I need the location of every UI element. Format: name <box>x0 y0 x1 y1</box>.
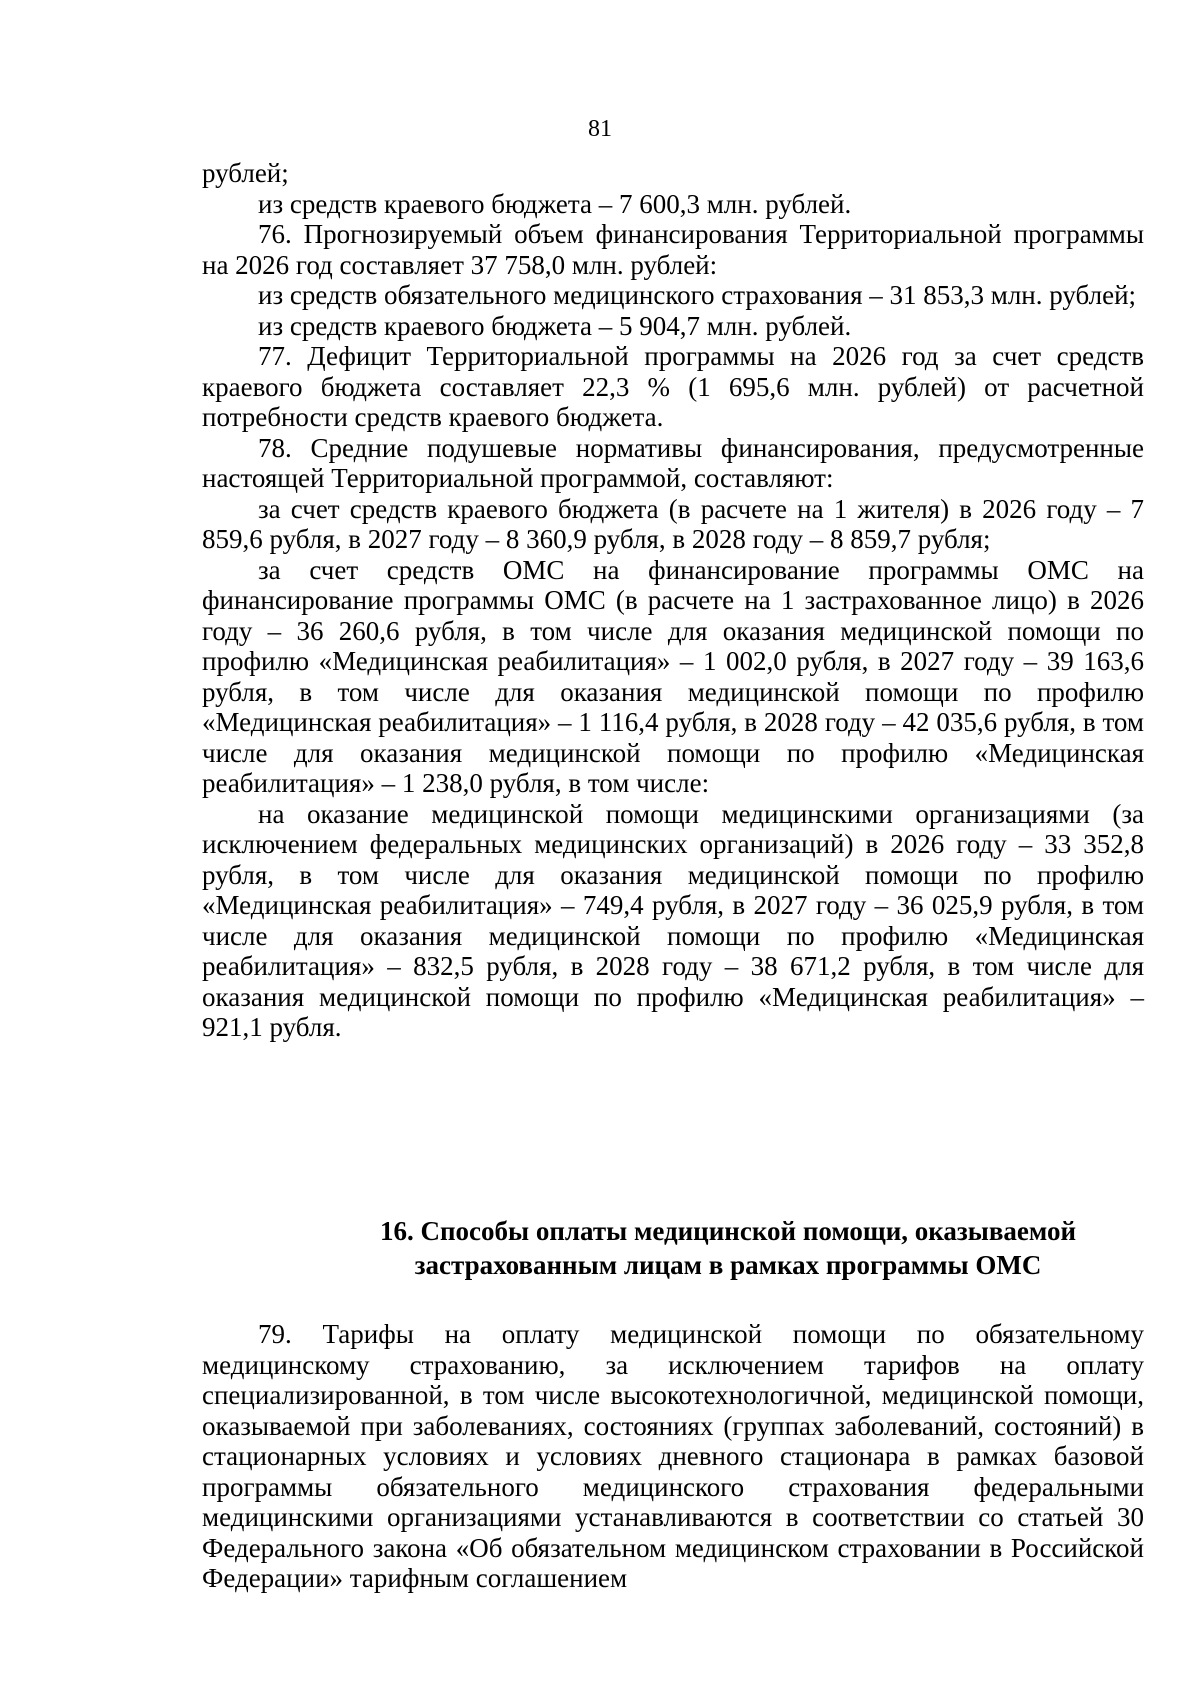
section-heading-line-1: 16. Способы оплаты медицинской помощи, оказываемой <box>379 1216 1077 1246</box>
paragraph-77: 77. Дефицит Территориальной программы на 2026 год за счет средств краевого бюджета составляет 22,3 % (1 695,6 млн. рублей) от расчетной потребности средств краевого бюджета. <box>202 341 1144 432</box>
paragraph: за счет средств краевого бюджета (в расчете на 1 жителя) в 2026 году – 7 859,6 рубля, в 2027 году – 8 360,9 рубля, в 2028 году – 8 859,7 рубля; <box>202 493 1144 554</box>
paragraph: из средств краевого бюджета – 7 600,3 млн. рублей. <box>258 188 852 219</box>
body-text-block-2 <box>202 1319 1144 1594</box>
section-heading <box>202 1214 1144 1282</box>
paragraph: на оказание медицинской помощи медицинскими организациями (за исключением федеральных медицинских организаций) в 2026 году – 33 352,8 рубля, в том числе для оказания медицинской помощи по профилю «Медицинская реабилитация» – 749,4 рубля, в 2027 году – 36 025,9 рубля, в том числе для оказания медицинской помощи по профилю «Медицинская реабилитация» – 832,5 рубля, в 2028 году – 38 671,2 рубля, в том числе для оказания медицинской помощи по профилю «Медицинская реабилитация» – 921,1 рубля. <box>202 798 1144 1042</box>
section-heading-line-2: застрахованным лицам в рамках программы ОМС <box>414 1250 1042 1280</box>
paragraph-78: 78. Средние подушевые нормативы финансирования, предусмотренные настоящей Территориальной программой, составляют: <box>202 432 1144 493</box>
body-text-block-1 <box>202 158 1144 1043</box>
page-number: 81 <box>588 116 612 142</box>
paragraph: из средств обязательного медицинского страхования – 31 853,3 млн. рублей; <box>258 280 1137 310</box>
paragraph: рублей; <box>202 158 289 188</box>
paragraph-76: 76. Прогнозируемый объем финансирования Территориальной программы на 2026 год составляет 37 758,0 млн. рублей: <box>202 219 1144 280</box>
paragraph: из средств краевого бюджета – 5 904,7 млн. рублей. <box>258 310 852 341</box>
paragraph-79: 79. Тарифы на оплату медицинской помощи по обязательному медицинскому страхованию, за исключением тарифов на оплату специализированной, в том числе высокотехнологичной, медицинской помощи, оказываемой при заболеваниях, состояниях (группах заболеваний, состояний) в стационарных условиях и условиях дневного стационара в рамках базовой программы обязательного медицинского страхования федеральными медицинскими организациями устанавливаются в соответствии со статьей 30 Федерального закона «Об обязательном медицинском страховании в Российской Федерации» тарифным соглашением <box>202 1319 1144 1593</box>
paragraph: за счет средств ОМС на финансирование программы ОМС на финансирование программы ОМС (в расчете на 1 застрахованное лицо) в 2026 году – 36 260,6 рубля, в том числе для оказания медицинской помощи по профилю «Медицинская реабилитация» – 1 002,0 рубля, в 2027 году – 39 163,6 рубля, в том числе для оказания медицинской помощи по профилю «Медицинская реабилитация» – 1 116,4 рубля, в 2028 году – 42 035,6 рубля, в том числе для оказания медицинской помощи по профилю «Медицинская реабилитация» – 1 238,0 рубля, в том числе: <box>202 554 1144 798</box>
